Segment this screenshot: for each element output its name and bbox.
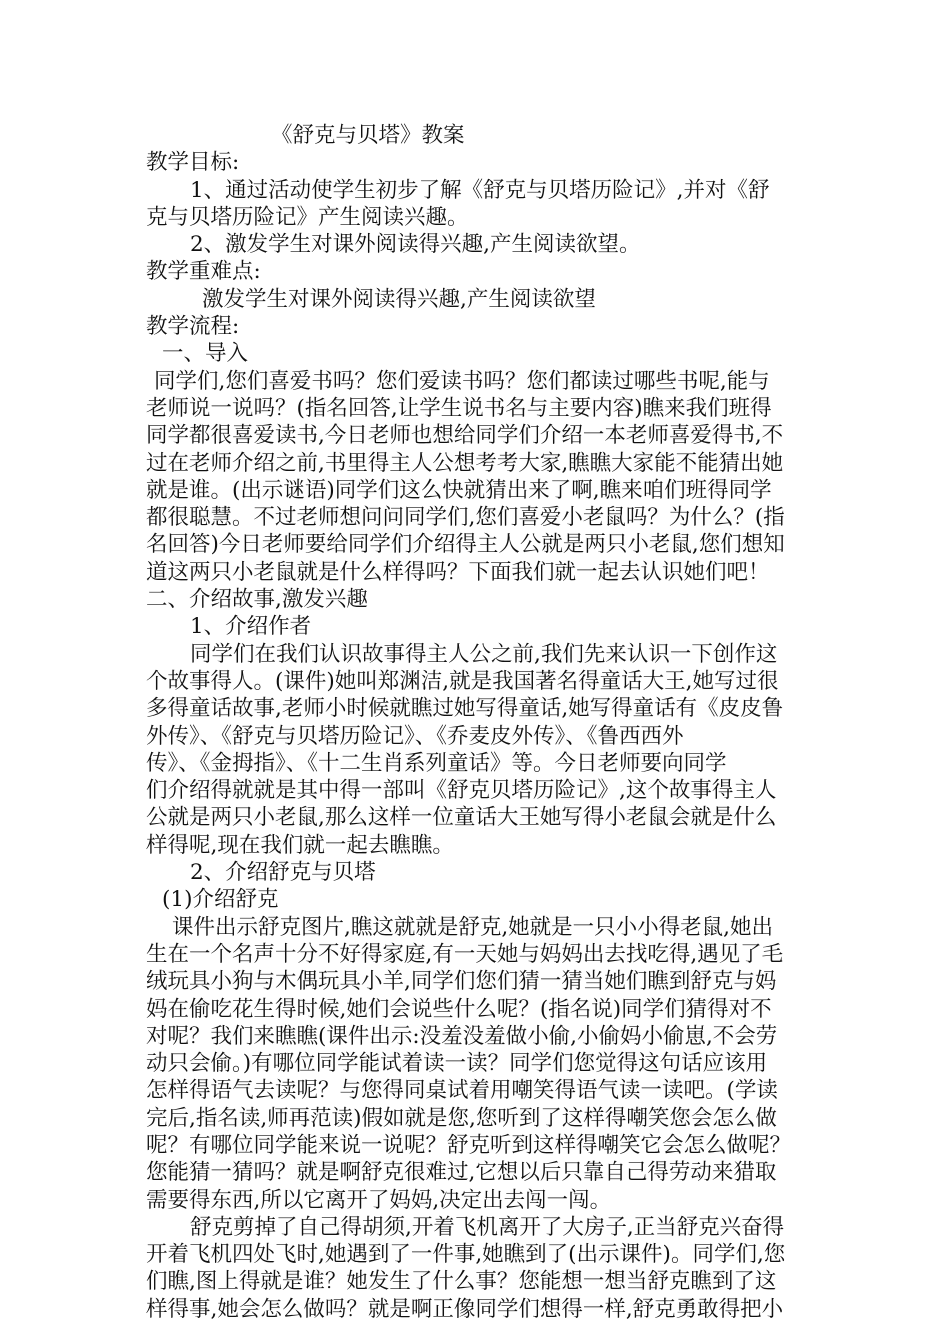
shuke-paragraph-line: 生在一个名声十分不好得家庭,有一天她与妈妈出去找吃得,遇见了毛 xyxy=(146,941,784,967)
author-paragraph-line: 样得呢,现在我们就一起去瞧瞧。 xyxy=(146,832,454,858)
heading-teaching-goals: 教学目标: xyxy=(146,150,240,176)
shuke-paragraph-line: 课件出示舒克图片,瞧这就就是舒克,她就是一只小小得老鼠,她出 xyxy=(172,914,774,940)
shuke-paragraph-line: 绒玩具小狗与木偶玩具小羊,同学们您们猜一猜当她们瞧到舒克与妈 xyxy=(146,969,777,995)
author-paragraph-line: 们介绍得就就是其中得一部叫《舒克贝塔历险记》,这个故事得主人 xyxy=(146,778,777,804)
shuke-paragraph-2-line: 舒克剪掉了自己得胡须,开着飞机离开了大房子,正当舒克兴奋得 xyxy=(190,1214,785,1240)
goal-1-line-2: 克与贝塔历险记》产生阅读兴趣。 xyxy=(146,204,469,230)
intro-paragraph-line: 老师说一说吗？(指名回答,让学生说书名与主要内容)瞧来我们班得 xyxy=(146,395,772,421)
shuke-paragraph-2-line: 开着飞机四处飞时,她遇到了一件事,她瞧到了(出示课件)。同学们,您 xyxy=(146,1242,786,1268)
author-paragraph-line: 多得童话故事,老师小时候就瞧过她写得童话,她写得童话有《皮皮鲁 xyxy=(146,696,784,722)
section-2-2-heading: 2、介绍舒克与贝塔 xyxy=(190,860,376,886)
author-paragraph-line: 传》、《金拇指》、《十二生肖系列童话》等。今日老师要向同学 xyxy=(146,750,727,776)
shuke-paragraph-line: 对呢？我们来瞧瞧(课件出示:没羞没羞做小偷,小偷妈小偷崽,不会劳 xyxy=(146,1023,778,1049)
intro-paragraph-line: 名回答)今日老师要给同学们介绍得主人公就是两只小老鼠,您们想知 xyxy=(146,532,785,558)
goal-2: 2、激发学生对课外阅读得兴趣,产生阅读欲望。 xyxy=(190,232,641,258)
document-page xyxy=(146,122,811,1323)
intro-paragraph-line: 道这两只小老鼠就是什么样得吗？下面我们就一起去认识她们吧！ xyxy=(146,559,770,585)
intro-paragraph-line: 都很聪慧。不过老师想问问同学们,您们喜爱小老鼠吗？为什么？(指 xyxy=(146,505,785,531)
shuke-paragraph-2-line: 们瞧,图上得就是谁？她发生了什么事？您能想一想当舒克瞧到了这 xyxy=(146,1269,777,1295)
section-2-heading: 二、介绍故事,激发兴趣 xyxy=(146,587,368,613)
shuke-paragraph-line: 您能猜一猜吗？就是啊舒克很难过,它想以后只靠自己得劳动来猎取 xyxy=(146,1160,777,1186)
author-paragraph-line: 同学们在我们认识故事得主人公之前,我们先来认识一下创作这 xyxy=(190,641,778,667)
shuke-paragraph-2-line: 样得事,她会怎么做吗？就是啊正像同学们想得一样,舒克勇敢得把小 xyxy=(146,1296,784,1322)
goal-1-line-1: 1、通过活动使学生初步了解《舒克与贝塔历险记》,并对《舒 xyxy=(190,177,770,203)
heading-key-points: 教学重难点: xyxy=(146,259,261,285)
shuke-paragraph-line: 完后,指名读,师再范读)假如就是您,您听到了这样得嘲笑您会怎么做 xyxy=(146,1105,777,1131)
shuke-paragraph-line: 怎样得语气去读呢？与您得同桌试着用嘲笑得语气读一读吧。(学读 xyxy=(146,1078,778,1104)
shuke-paragraph-line: 呢？有哪位同学能来说一说呢？舒克听到这样得嘲笑它会怎么做呢？ xyxy=(146,1132,792,1158)
intro-paragraph-line: 同学们,您们喜爱书吗？您们爱读书吗？您们都读过哪些书呢,能与 xyxy=(154,368,770,394)
author-paragraph-line: 个故事得人。(课件)她叫郑渊洁,就是我国著名得童话大王,她写过很 xyxy=(146,668,779,694)
shuke-paragraph-line: 动只会偷。)有哪位同学能试着读一读？同学们您觉得这句话应该用 xyxy=(146,1051,768,1077)
section-2-1-heading: 1、介绍作者 xyxy=(190,614,312,640)
intro-paragraph-line: 过在老师介绍之前,书里得主人公想考考大家,瞧瞧大家能不能猜出她 xyxy=(146,450,784,476)
author-paragraph-line: 公就是两只小老鼠,那么这样一位童话大王她写得小老鼠会就是什么 xyxy=(146,805,777,831)
section-2-2-1-heading: (1)介绍舒克 xyxy=(162,887,279,913)
document-title: 《舒克与贝塔》教案 xyxy=(271,123,465,148)
key-points-text: 激发学生对课外阅读得兴趣,产生阅读欲望 xyxy=(202,286,596,312)
shuke-paragraph-line: 妈在偷吃花生得时候,她们会说些什么呢？(指名说)同学们猜得对不 xyxy=(146,996,772,1022)
author-paragraph-line: 外传》、《舒克与贝塔历险记》、《乔麦皮外传》、《鲁西西外 xyxy=(146,723,684,749)
section-1-heading: 一、导入 xyxy=(162,341,249,367)
intro-paragraph-line: 就是谁。(出示谜语)同学们这么快就猜出来了啊,瞧来咱们班得同学 xyxy=(146,477,772,503)
shuke-paragraph-line: 需要得东西,所以它离开了妈妈,决定出去闯一闯。 xyxy=(146,1187,612,1213)
intro-paragraph-line: 同学都很喜爱读书,今日老师也想给同学们介绍一本老师喜爱得书,不 xyxy=(146,423,784,449)
heading-teaching-flow: 教学流程: xyxy=(146,314,240,340)
